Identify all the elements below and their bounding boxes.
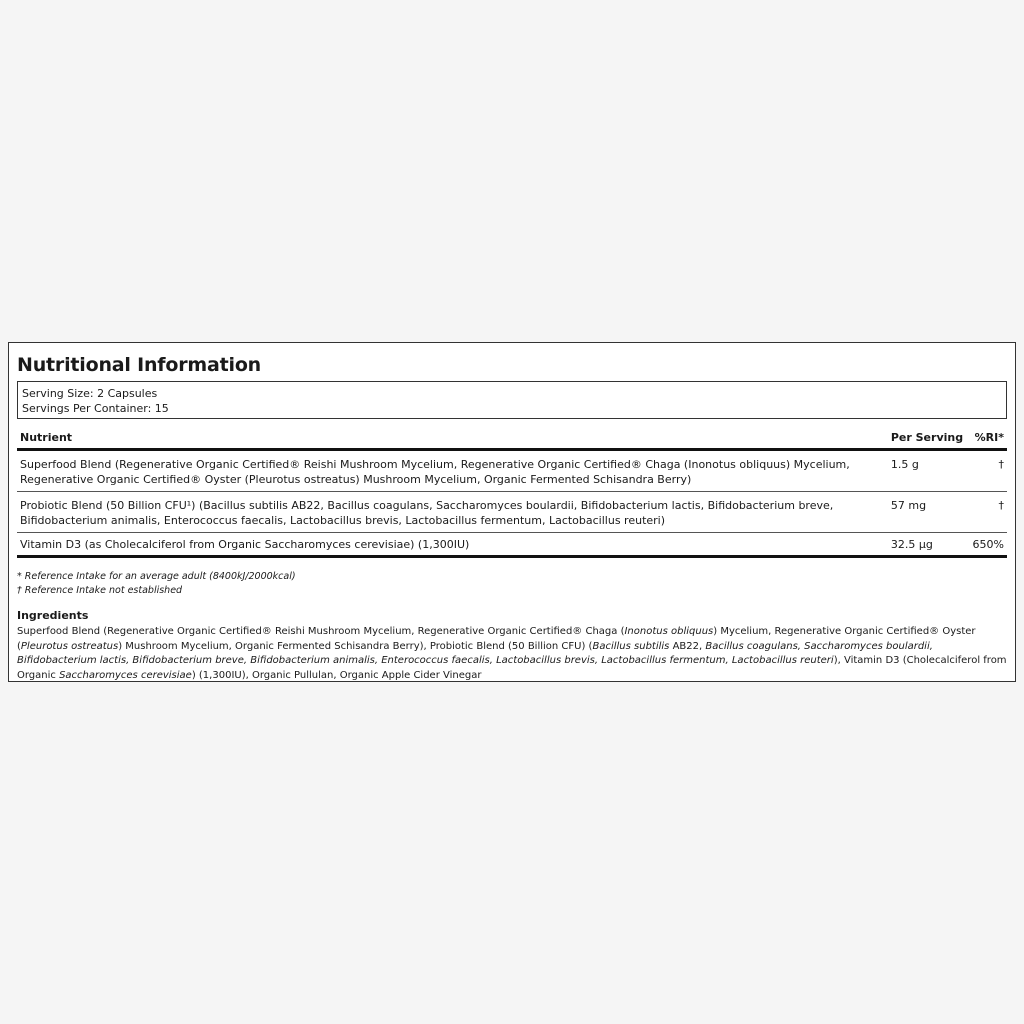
ri-cell: †: [965, 492, 1007, 533]
nutrition-panel: [8, 342, 1016, 682]
ri-cell: 650%: [965, 533, 1007, 557]
serving-info-box: [17, 381, 1007, 419]
header-ri: %RI*: [965, 427, 1007, 450]
table-row: [17, 450, 1007, 492]
ingredients-text: [17, 625, 1007, 683]
ingredient-segment: ) Mushroom Mycelium, Organic Fermented Schisandra Berry), Probiotic Blend (50 Billion CFU) (: [118, 640, 593, 652]
per-serving-cell: 32.5 µg: [888, 533, 965, 557]
table-row: [17, 533, 1007, 557]
dagger-footnote: † Reference Intake not established: [17, 585, 183, 596]
ingredient-segment: Superfood Blend (Regenerative Organic Certified® Reishi Mushroom Mycelium, Regenerative Organic Certified® Chaga (: [17, 626, 625, 637]
ingredient-segment-italic: Pleurotus ostreatus: [20, 640, 119, 652]
ingredient-segment-italic: Inonotus obliquus: [624, 626, 714, 637]
per-serving-cell: 57 mg: [888, 492, 965, 533]
ingredients-heading: Ingredients: [17, 609, 89, 622]
servings-per-container: Servings Per Container: 15: [22, 402, 169, 415]
ri-cell: †: [965, 450, 1007, 492]
nutrient-cell: Vitamin D3 (as Cholecalciferol from Organic Saccharomyces cerevisiae) (1,300IU): [17, 533, 888, 557]
ingredient-segment-italic: Saccharomyces cerevisiae: [59, 669, 192, 681]
header-nutrient: Nutrient: [17, 427, 888, 450]
nutrient-cell: Superfood Blend (Regenerative Organic Certified® Reishi Mushroom Mycelium, Regenerative Organic Certified® Chaga (Inonotus obliquus) Mycelium, Regenerative Organic Certified® Oyster (Pleurotus ostreatus) Mushroom Mycelium, Organic Fermented Schisandra Berry): [17, 450, 888, 492]
ingredient-segment: AB22,: [669, 640, 706, 652]
panel-title: Nutritional Information: [17, 354, 261, 376]
ingredient-segment: ), Vitamin D3 (Cholecalciferol from Organic: [17, 655, 1007, 681]
per-serving-cell: 1.5 g: [888, 450, 965, 492]
ri-footnote: * Reference Intake for an average adult (8400kJ/2000kcal): [17, 571, 296, 582]
ingredient-segment-italic: Bacillus subtilis: [592, 640, 670, 652]
ingredient-segment-italic: Bacillus coagulans, Saccharomyces boulardii, Bifidobacterium lactis, Bifidobacterium breve, Bifidobacterium animalis, Enterococcus faecalis, Lactobacillus brevis, Lactobacillus fermentum, Lactobacillus reuteri: [17, 640, 933, 666]
header-per-serving: Per Serving: [888, 427, 965, 450]
ingredient-segment: ) (1,300IU), Organic Pullulan, Organic Apple Cider Vinegar: [191, 669, 482, 681]
nutrition-table: [17, 427, 1007, 558]
table-header-row: [17, 427, 1007, 450]
ingredient-segment: ) Mycelium, Regenerative Organic Certified® Oyster (: [17, 626, 976, 652]
serving-size: Serving Size: 2 Capsules: [22, 387, 158, 400]
table-row: [17, 492, 1007, 533]
footnotes: [17, 570, 1007, 598]
nutrient-cell: Probiotic Blend (50 Billion CFU¹) (Bacillus subtilis AB22, Bacillus coagulans, Saccharomyces boulardii, Bifidobacterium lactis, Bifidobacterium breve, Bifidobacterium animalis, Enterococcus faecalis, Lactobacillus brevis, Lactobacillus fermentum, Lactobacillus reuteri): [17, 492, 888, 533]
